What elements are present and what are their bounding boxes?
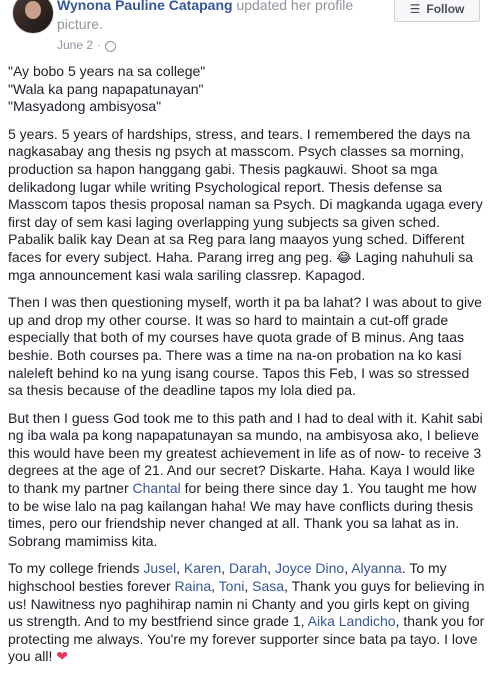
post-date[interactable]: June 2	[57, 38, 94, 52]
meta-separator: ·	[97, 38, 102, 52]
p4-mid: To my highschool besties forever	[8, 560, 447, 595]
tag-jusel[interactable]: Jusel	[143, 560, 177, 577]
follow-label: Follow	[426, 2, 465, 16]
globe-icon	[105, 41, 116, 52]
p4-intro: To my college friends	[8, 560, 140, 577]
post-headline	[57, 0, 377, 34]
post-meta	[57, 38, 116, 52]
post-action: updated her profile picture.	[57, 0, 354, 32]
post-body	[8, 63, 486, 676]
tag-raina[interactable]: Raina	[174, 578, 212, 595]
p3-text-b: for being there since day 1. You taught me how to be wise lalo na pag kailangan haha! We may have conflicts during thesis times, pero our friendship never changed at all. Thank you sa lahat as in. Sobrang mamimiss kita.	[8, 480, 477, 549]
paragraph-3	[8, 410, 486, 551]
tag-karen[interactable]: Karen	[183, 560, 222, 577]
tag-toni[interactable]: Toni	[218, 578, 245, 595]
tag-joyce-dino[interactable]: Joyce Dino	[274, 560, 345, 577]
tag-darah[interactable]: Darah	[229, 560, 268, 577]
tag-chantal[interactable]: Chantal	[132, 480, 181, 497]
author-name[interactable]: Wynona Pauline Catapang	[57, 0, 233, 13]
p1-text-b: Laging nahuhuli sa mga announcement kasi wala sariling classrep. Kapagod.	[8, 248, 474, 283]
quotes-paragraph: "Ay bobo 5 years na sa college" "Wala ka pang napapatunayan" "Masyadong ambisyosa"	[8, 63, 206, 115]
rss-icon: ☰	[409, 2, 421, 16]
profile-avatar[interactable]	[12, 0, 54, 34]
p4-after: Thank you guys for believing in us! Nawitness nyo paghihirap namin ni Chanty and you girls kept on giving us strength. And to my bestfriend since grade 1,	[8, 578, 485, 630]
post-header	[0, 0, 488, 60]
paragraph-4: To my college friends Jusel, Karen, Darah, Joyce Dino, Alyanna. To my highschool besties forever Raina, Toni, Sasa, Thank you guys for believing in us! Nawitness nyo paghihirap namin ni Chanty and you girls kept on giving us strength. And to my bestfriend since grade 1, Aika Landicho, thank you for protecting me always. You're my forever supporter since bata pa tayo. I love you all! ❤	[8, 560, 485, 665]
follow-button[interactable]	[394, 0, 480, 22]
heart-icon: ❤	[56, 648, 68, 665]
p4-end: thank you for protecting me always. You're my forever supporter since bata pa tayo. I love you all!	[8, 613, 485, 665]
p1-text-a: 5 years. 5 years of hardships, stress, and tears. I remembered the days na nagkasabay ang thesis ng psych at masscom. Psych classes sa morning, production sa hapon hanggang gabi. Thesis pagkauwi. Shoot sa mga delikadong lugar while writing Psychological report. Thesis defense sa Masscom tapos thesis proposal naman sa Psych. Di magkanda ugaga every first day of sem kasi laging overlapping yung subjects sa given sched. Pabalik balik kay Dean at sa Reg para lang maayos yung sched. Different faces for every subject. Haha. Parang irreg ang peg.	[8, 125, 483, 265]
tag-sasa[interactable]: Sasa	[252, 578, 285, 595]
laughing-emoji-icon: 😂	[336, 249, 352, 265]
paragraph-1	[8, 126, 486, 284]
paragraph-2: Then I was then questioning myself, worth it pa ba lahat? I was about to give up and drop my other course. It was so hard to maintain a cut-off grade especially that both of my courses have quota grade of B minus. Ang taas beshie. Both courses pa. There was a time na na-on probation na ko kasi naleleft behind ko na yung isang course. Tapos this Feb, I was so stressed sa thesis because of the deadline tapos my lola died pa.	[8, 294, 482, 399]
p3-text-a: But then I guess God took me to this path and I had to deal with it. Kahit sabi ng iba wala pa kong napapatunayan sa mundo, na ambisyosa ako, I believe this would have been my greatest achievement in life as of now- to receive 3 degrees at the age of 21. And our secret? Diskarte. Haha. Kaya I would like to thank my partner	[8, 409, 483, 497]
tag-alyanna[interactable]: Alyanna	[351, 560, 402, 577]
tag-aika-landicho[interactable]: Aika Landicho	[307, 613, 396, 630]
